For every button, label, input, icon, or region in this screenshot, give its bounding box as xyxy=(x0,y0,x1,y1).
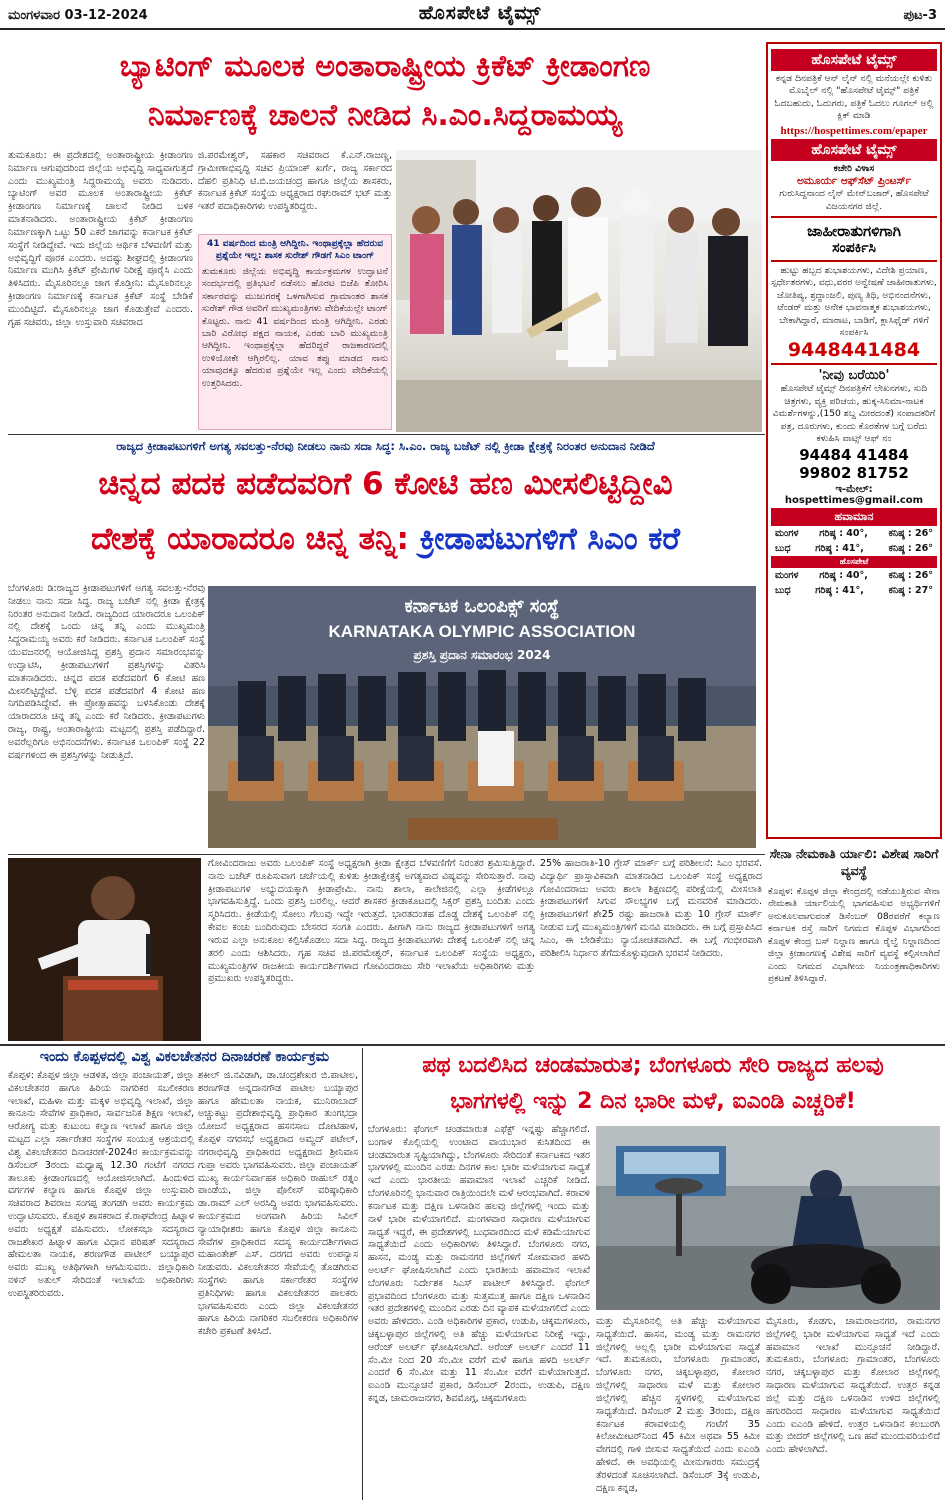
cricket-photo xyxy=(396,150,762,432)
issue-date: ಮಂಗಳವಾರ 03-12-2024 xyxy=(8,8,148,23)
write-to-us-body: ಹೊಸಪೇಟೆ ಟೈಮ್ಸ್ ದಿನಪತ್ರಿಕೆಗೆ ಲೇಖನಗಳು, ಸುದಿ ಚಿತ್ರಗಳು, ವ್ಯಕ್ತಿ ಪರಿಚಯ, ಹುಕ್ಕ-ಸಿನಿಮಾ-ನಾಟಕ ವಿಮರ್ಶೆಗಳನ್ನು,(150 ಶಬ್ದ ಮೀರದಂತೆ) ಸಂಪಾದಕರಿಗೆ ಪತ್ರ, ದೂರುಗಳು, ಕುಂದು ಕೊರತೆಗಳ ಬಗ್ಗೆ ಬರೆದು ಕಳುಹಿಸಿ ವಾಟ್ಸ್ ಆಫ್ ನಂ xyxy=(772,383,936,445)
story4-column-1: ಬೆಂಗಳೂರು: ಫೆಂಗಲ್ ಚಂಡಮಾರುತ ಎಫೆಕ್ಟ್ ಇನ್ನಷ್ಟು ಹೆಚ್ಚಾಗಲಿದೆ. ಬಂಗಾಳ ಕೊಲ್ಲಿಯಲ್ಲಿ ಉಂಟಾದ ವಾಯುಭಾರ ಕುಸಿತದಿಂದ ಈ ಚಂಡಮಾರುತ ಸೃಷ್ಟಿಯಾಗಿದ್ದು, ಬೆಂಗಳೂರು ಸೇರಿದಂತೆ ಕರ್ನಾಟಕದ ಇತರ ಭಾಗಗಳಲ್ಲಿ ಮುಂದಿನ ಎರಡು ದಿನಗಳ ಕಾಲ ಭಾರೀ ಮಳೆಯಾಗುವ ಸಾಧ್ಯತೆ ಇದೆ ಎಂದು ಭಾರತೀಯ ಹವಾಮಾನ ಇಲಾಖೆ ಎಚ್ಚರಿಕೆ ನೀಡಿದೆ. ಬೆಂಗಳೂರಿನಲ್ಲಿ ಭಾನುವಾರ ರಾತ್ರಿಯಿಂದಲೇ ಮಳೆ ಆರಂಭವಾಗಿದೆ. ಕರಾವಳಿ ಕರ್ನಾಟಕ ಮತ್ತು ದಕ್ಷಿಣ ಒಳನಾಡಿನ ಹಲವು ಜಿಲ್ಲೆಗಳಲ್ಲಿ ಇಂದು ಮತ್ತು ನಾಳೆ ಭಾರೀ ಮಳೆಯಾಗಲಿದೆ. ಮಂಗಳವಾರ ಸಾಧಾರಣ ಮಳೆಯಾಗುವ ಸಾಧ್ಯತೆ ಇದ್ದರೆ, ಈ ಪ್ರದೇಶಗಳಲ್ಲಿ ಬುಧವಾರದಿಂದ ಮಳೆ ಕಡಿಮೆಯಾಗುವ ಸಾಧ್ಯತೆಯಿದೆ ಎಂದು ಅಧಿಕಾರಿಗಳು ತಿಳಿಸಿದ್ದಾರೆ. ಬೆಂಗಳೂರು ನಗರ, ಹಾಸನ, ಮಂಡ್ಯ ಮತ್ತು ರಾಮನಗರ ಜಿಲ್ಲೆಗಳಿಗೆ ಸೋಮವಾರ ಹಳದಿ ಅಲರ್ಟ್ ಘೋಷಿಸಲಾಗಿದೆ ಎಂದು ಭಾರತೀಯ ಹವಾಮಾನ ಇಲಾಖೆ ಬೆಂಗಳೂರು ನಿರ್ದೇಶಕ ಸಿಎಸ್ ಪಾಟೀಲ್ ತಿಳಿಸಿದ್ದಾರೆ. ಫೆಂಗಲ್ ಪ್ರಭಾವದಿಂದ ಬೆಂಗಳೂರು ಮತ್ತು ಸುತ್ತಮುತ್ತ ಹಾಗೂ ದಕ್ಷಿಣ ಒಳನಾಡಿನ ಇತರ ಪ್ರದೇಶಗಳಲ್ಲಿ ಮುಂದಿನ ಎರಡು ದಿನ ವ್ಯಾಪಕ ಮಳೆಯಾಗಲಿದೆ ಎಂದು ಅವರು ಹೇಳಿದರು. ಎಂಡಿ ಅಧಿಕಾರಿಗಳ ಪ್ರಕಾರ, ಉಡುಪಿ, ಚಿಕ್ಕಮಗಳೂರು, ಚಿಕ್ಕಬಳ್ಳಾಪುರ ಜಿಲ್ಲೆಗಳಲ್ಲಿ ಅತಿ ಹೆಚ್ಚು ಮಳೆಯಾಗುವ ನಿರೀಕ್ಷೆ ಇದ್ದು, ಆರೆಂಜ್ ಅಲರ್ಟ್ ಘೋಷಿಸಲಾಗಿದೆ. ಅರೆಂಜ್ ಅಲರ್ಟ್ ಎಂದರೆ 11 ಸೆಂ.ಮೀ ನಿಂದ 20 ಸೆಂ.ಮೀ ವರೆಗೆ ಮಳೆ ಹಾಗೂ ಹಳದಿ ಅಲರ್ಟ್ ಎಂದರೆ 6 ಸೆಂ.ಮೀ ಮತ್ತು 11 ಸೆಂ.ಮೀ ವರೆಗೆ ಮಳೆಯಾಗುತ್ತದೆ. ಐಎಂಡಿ ಮುನ್ಸೂಚನೆ ಪ್ರಕಾರ, ಡಿಸೆಂಬರ್ 2ರಂದು, ಉಡುಪಿ, ದಕ್ಷಿಣ ಕನ್ನಡ, ಚಾಮರಾಜನಗರ, ಶಿವಮೊಗ್ಗ, ಚಿಕ್ಕಮಗಳೂರು xyxy=(368,1124,590,1405)
story3-column-1: ಕೊಪ್ಪಳ: ಕೊಪ್ಪಳ ಜಿಲ್ಲಾ ಆಡಳಿತ, ಜಿಲ್ಲಾ ಪಂಚಾಯತ್, ಜಿಲ್ಲಾ ವಿಕಲಚೇತನರ ಹಾಗೂ ಹಿರಿಯ ನಾಗರಿಕರ ಸಬಲೀಕರಣ ಇಲಾಖೆ, ಮಹಿಳಾ ಮತ್ತು ಮಕ್ಕಳ ಅಭಿವೃದ್ಧಿ ಇಲಾಖೆ, ಜಿಲ್ಲಾ ಕಾನೂನು ಸೇವೆಗಳ ಪ್ರಾಧಿಕಾರ, ಸಾರ್ವಜನಿಕ ಶಿಕ್ಷಣ ಇಲಾಖೆ, ಆರೋಗ್ಯ ಮತ್ತು ಕುಟುಂಬ ಕಲ್ಯಾಣ ಇಲಾಖೆ ಹಾಗೂ ಜಿಲ್ಲಾ ಮಟ್ಟದ ಎಲ್ಲಾ ಸರ್ಕಾರೇತರ ಸಂಸ್ಥೆಗಳ ಸಂಯುಕ್ತ ಆಶ್ರಯದಲ್ಲಿ ವಿಶ್ವ ವಿಕಲಚೇತನರ ದಿನಾಚರಣೆ-2024ರ ಕಾರ್ಯಕ್ರಮವನ್ನು ಡಿಸೆಂಬರ್ 3ರಂದು ಮಧ್ಯಾಹ್ನ 12.30 ಗಂಟೆಗೆ ನಗರದ ತಾಲೂಕು ಕ್ರೀಡಾಂಗಣದಲ್ಲಿ ಆಯೋಜಿಸಲಾಗಿದೆ. ಹಿಂದುಳಿದ ವರ್ಗಗಳ ಕಲ್ಯಾಣ ಹಾಗೂ ಕೊಪ್ಪಳ ಜಿಲ್ಲಾ ಉಸ್ತುವಾರಿ ಸಚಿವರಾದ ಶಿವರಾಜ ಸಂಗಪ್ಪ ತಂಗಡಗಿ ಅವರು ಕಾರ್ಯಕ್ರಮ ಉದ್ಘಾಟಿಸುವರು. ಕೊಪ್ಪಳ ಶಾಸಕರಾದ ಕೆ.ರಾಘವೇಂದ್ರ ಹಿಟ್ನಾಳ ಅವರು ಅಧ್ಯಕ್ಷತೆ ವಹಿಸುವರು. ಲೋಕಸಭಾ ಸದಸ್ಯರಾದ ರಾಜಶೇಖರ ಹಿಟ್ನಾಳ ಹಾಗೂ ವಿಧಾನ ಪರಿಷತ್ ಸದಸ್ಯರಾದ ಹೇಮಲತಾ ನಾಯಕ, ಶರಣಗೌಡ ಪಾಟೀಲ್ ಬಯ್ಯಾಪುರ ಅವರು ಮುಖ್ಯ ಅತಿಥಿಗಳಾಗಿ ಆಗಮಿಸುವರು. ಜಿಲ್ಲಾಧಿಕಾರಿ ನಳಿನ್ ಅತುಲ್ ಸೇರಿದಂತೆ ಇಲಾಖೆಯ ಅಧಿಕಾರಿಗಳು ಉಪಸ್ಥಿತರಿರುವರು. xyxy=(8,1070,194,1299)
masthead: ಹೊಸಪೇಟೆ ಟೈಮ್ಸ್ xyxy=(418,2,542,24)
sidebar xyxy=(766,42,942,839)
whatsapp-phone-1: 94484 41484 xyxy=(799,445,909,464)
weather-day: ಬುಧ xyxy=(775,584,791,596)
story2-headline-2a: ದೇಶಕ್ಕೆ ಯಾರಾದರೂ ಚಿನ್ನ ತನ್ನಿ: xyxy=(90,521,420,557)
ads-list: ಹುಟ್ಟು ಹಬ್ಬದ ಶುಭಾಶಯಗಳು, ವಿದೇಶಿ ಪ್ರಯಾಣ, ಸ್ಪರ್ಧೇತರಗಳು, ವಧು,ವರರ ಅನ್ವೇಷಣೆ ಜಾಹೀರಾತುಗಳು, ಜೋತಿಷ್ಯ, ಶ್ರದ್ಧಾಂಜಲಿ, ಪುಣ್ಯ ತಿಥಿ, ಅಭಿನಂದನೆಗಳು, ಟೆಂಡರ್ ಮತ್ತು ಅನೇಕ ಭಾವನಾತ್ಮಕ ಶುಭಾಶಯಗಳು, ಬೇಕಾಗಿದ್ದಾರೆ, ಮಾರಾಟ, ಬಾಡಿಗೆ, ಕ್ಲಾಸಿಫೈಡ್ ಗಳಿಗೆ ಸಂಪರ್ಕಿಸಿ xyxy=(771,264,937,339)
story4-headline-2: ಭಾಗಗಳಲ್ಲಿ ಇನ್ನು 2 ದಿನ ಭಾರೀ ಮಳೆ, ಐಎಂಡಿ ಎಚ್ಚರಿಕೆ! xyxy=(450,1089,856,1114)
weather-row xyxy=(771,568,937,583)
story2-headline-1: ಚಿನ್ನದ ಪದಕ ಪಡೆದವರಿಗೆ 6 ಕೋಟಿ ಹಣ ಮೀಸಲಿಟ್ಟಿದ್ದೀವಿ xyxy=(98,466,673,502)
story2-column-1: ಬೆಂಗಳೂರು ಡಿ:ರಾಜ್ಯದ ಕ್ರೀಡಾಪಟುಗಳಿಗೆ ಅಗತ್ಯ ಸವಲತ್ತು-ನೆರವು ನೀಡಲು ನಾನು ಸದಾ ಸಿದ್ಧ. ರಾಜ್ಯ ಬಜೆಟ್ ನಲ್ಲಿ ಕ್ರೀಡಾ ಕ್ಷೇತ್ರಕ್ಕೆ ನಿರಂತರ ಅನುದಾನ ನೀಡಿದೆ. ರಾಜ್ಯದಿಂದ ಯಾರಾದರೂ ಒಲಂಪಿಕ್ ನಲ್ಲಿ ದೇಶಕ್ಕೆ ಒಂದು ಚಿನ್ನ ತನ್ನಿ ಎಂದು ಮುಖ್ಯಮಂತ್ರಿ ಸಿದ್ದರಾಮಯ್ಯ ಅವರು ಕರೆ ನೀಡಿದರು. ಕರ್ನಾಟಕ ಒಲಂಪಿಕ್ ಸಂಸ್ಥೆ ಯುವಜನರಲ್ಲಿ ಆಯೋಜಿಸಿದ್ದ ಪ್ರಶಸ್ತಿ ಪ್ರದಾನ ಸಮಾರಂಭವನ್ನು ಉದ್ಘಾಟಿಸಿ, ಕ್ರೀಡಾಪಟುಗಳಿಗೆ ಪ್ರಶಸ್ತಿಗಳನ್ನು ವಿತರಿಸಿ ಮಾತನಾಡಿದರು. ಚಿನ್ನದ ಪದಕ ಪಡೆದವರಿಗೆ 6 ಕೋಟಿ ಹಣ ಮೀಸಲಿಟ್ಟಿದ್ದೇವೆ. ಬೆಳ್ಳಿ ಪದಕ ಪಡೆದವರಿಗೆ 4 ಕೋಟಿ ಹಣ ನಿಗದಿಪಡಿಸಿದ್ದೇವೆ. ಈ ಪ್ರೋತ್ಸಾಹವನ್ನು ಬಳಸಿಕೊಂಡು ದೇಶಕ್ಕೆ ಯಾರಾದರೂ ಚಿನ್ನ ತನ್ನಿ ಎಂದು ಕರೆ ನೀಡಿದರು. ಕ್ರೀಡಾಪಟುಗಳು ರಾಜ್ಯ, ರಾಷ್ಟ್ರ, ಅಂತಾರಾಷ್ಟ್ರೀಯ ಮಟ್ಟದಲ್ಲಿ ಪ್ರಶಸ್ತಿ ಪಡೆದಿದ್ದಾರೆ. ಅವರೆಲ್ಲರಿಗೂ ಅಭಿನಂದನೆಗಳು. ಕರ್ನಾಟಕ ಒಲಂಪಿಕ್ ಸಂಸ್ಥೆ 22 ವರ್ಷಗಳಿಂದ ಈ ಪ್ರಶಸ್ತಿಗಳನ್ನು ನೀಡುತ್ತಿದೆ. xyxy=(8,583,205,761)
olympic-banner-english: KARNATAKA OLYMPIC ASSOCIATION xyxy=(328,622,636,641)
weather-max: ಗರಿಷ್ಠ : 41°, xyxy=(815,584,864,596)
weather-day: ಬುಧ xyxy=(775,542,791,554)
sidebar-epaper-text: ಕನ್ನಡ ದಿನಪತ್ರಿಕೆ ಆನ್ ಲೈನ್ ನಲ್ಲಿ ಮನೆಯಲ್ಲೇ ಕುಳಿತು ಮೊಬೈಲ್ ನಲ್ಲಿ "ಹೊಸಪೇಟೆ ಟೈಮ್ಸ್" ಪತ್ರಿಕೆ ಓದಬಹುದು, ಓದುಗರು, ಪತ್ರಿಕೆ ಓದಲು ಗೂಗಲ್ ಅಲ್ಲಿ ಕ್ಲಿಕ್ ಮಾಡಿ xyxy=(774,73,934,122)
press-name: ಅಮೂರ್ಯ ಆಫ್‌ಸೆಟ್ ಪ್ರಿಂಟರ್ಸ್ xyxy=(796,175,912,188)
story1-column-2: ಜಿ.ಪರಮೇಶ್ವರ್, ಸಹಕಾರ ಸಚಿವರಾದ ಕೆ.ಎನ್.ರಾಜಣ್ಣ, ಗ್ರಾಮೀಣಾಭಿವೃದ್ಧಿ ಸಚಿವ ಪ್ರಿಯಾಂಕ್ ಖರ್ಗೆ, ರಾಜ್ಯ ಸರ್ಕಾರದ ದೆಹಲಿ ಪ್ರತಿನಿಧಿ ಟಿ.ಬಿ.ಜಯಚಂದ್ರ ಹಾಗೂ ಜಿಲ್ಲೆಯ ಶಾಸಕರು, ಕರ್ನಾಟಕ ಕ್ರಿಕೆಟ್ ಸಂಸ್ಥೆಯ ಅಧ್ಯಕ್ಷರಾದ ರಘುರಾಮ್ ಭಟ್ ಮತ್ತು ಇತರೆ ಪದಾಧಿಕಾರಿಗಳು ಉಪಸ್ಥಿತರಿದ್ದರು. xyxy=(198,150,392,213)
weather-min: ಕನಿಷ್ಠ : 26° xyxy=(888,527,933,539)
weather-day: ಮಂಗಳ xyxy=(775,569,799,581)
story1-column-1: ತುಮಕೂರು: ಈ ಪ್ರದೇಶದಲ್ಲಿ ಅಂತಾರಾಷ್ಟ್ರೀಯ ಕ್ರೀಡಾಂಗಣ ನಿರ್ಮಾಣ ಆಗುವುದರಿಂದ ಜಿಲ್ಲೆಯ ಅಭಿವೃದ್ಧಿ ಸಾಧ್ಯವಾಗುತ್ತದೆ ಎಂದು ಮುಖ್ಯಮಂತ್ರಿ ಸಿದ್ದರಾಮಯ್ಯ ಅವರು ನುಡಿದರು. ಬ್ಯಾಟಿಂಗ್ ಅವರ ಮೂಲಕ ಅಂತಾರಾಷ್ಟ್ರೀಯ ಕ್ರಿಕೆಟ್ ಕ್ರೀಡಾಂಗಣ ನಿರ್ಮಾಣಕ್ಕೆ ಚಾಲನೆ ನೀಡಿದ ಬಳಿಕ ಮಾತನಾಡಿದರು. ಅಂತಾರಾಷ್ಟ್ರೀಯ ಕ್ರಿಕೆಟ್ ಕ್ರೀಡಾಂಗಣ ನಿರ್ಮಾಣಕ್ಕಾಗಿ ಒಟ್ಟು 50 ಎಕರೆ ಜಾಗವನ್ನು ಕರ್ನಾಟಕ ಕ್ರಿಕೆಟ್ ಸಂಸ್ಥೆಗೆ ನೀಡಿದ್ದೇವೆ. ಇದು ಜಿಲ್ಲೆಯ ಆರ್ಥಿಕ ಬೆಳವಣಿಗೆ ಮತ್ತು ಅಭಿವೃದ್ಧಿಗೆ ಪೂರಕ ಎಂದರು. ಅದಷ್ಟು ಶೀಘ್ರದಲ್ಲಿ ಕ್ರೀಡಾಂಗಣ ನಿರ್ಮಾಣ ಮುಗಿಸಿ ಕ್ರಿಕೆಟ್ ಪ್ರೇಮಿಗಳ ನಿರೀಕ್ಷೆ ಪೂರೈಸಿ ಎಂದು ತಿಳಿಸಿದರು. ಮೈಸೂರಿನಲ್ಲೂ ಜಾಗ ಕೊಡ್ತೀನಿ: ಮೈಸೂರಿನಲ್ಲೂ ಕ್ರೀಡಾಂಗಣ ನಿರ್ಮಾಣಕ್ಕೆ ಕರ್ನಾಟಕ ಕ್ರಿಕೆಟ್ ಸಂಸ್ಥೆ ಬೇಡಿಕೆ ಮುಂದಿಟ್ಟಿದೆ. ಮೈಸೂರಿನಲ್ಲೂ ಜಾಗ ಕೊಡುತ್ತೇವೆ ಎಂದರು. ಗೃಹ ಸಚಿವರು, ಜಿಲ್ಲಾ ಉಸ್ತುವಾರಿ ಸಚಿವರಾದ xyxy=(8,150,193,328)
story1-box-body: ತುಮಕೂರು ಜಿಲ್ಲೆಯ ಅಭಿವೃದ್ಧಿ ಕಾರ್ಯಕ್ರಮಗಳ ಉದ್ಘಾಟನೆ ಸಂದರ್ಭದಲ್ಲಿ ಪ್ರತಿಭಟನೆ ನಡೆಸಲು ಹೊರಟ ಬಿಜೆಪಿ ತೋರಿಸಿ ಸರ್ಕಾರವನ್ನು ಮುಜುಗರಕ್ಕೆ ಒಳಗಾಗಿಸುವ ಗ್ರಾಮಾಂತರ ಶಾಸಕ ಸುರೇಶ್ ಗೌಡ ಅವರಿಗೆ ಮುಖ್ಯಮಂತ್ರಿಗಳು ವೇದಿಕೆಯಲ್ಲೇ ಟಾಂಗ್ ಕೊಟ್ಟರು. ನಾನು 41 ವರ್ಷದಿಂದ ಮಂತ್ರಿ ಆಗಿದ್ದೀನಿ. ಎರಡು ಬಾರಿ ವಿರೋಧ ಪಕ್ಷದ ನಾಯಕ, ಎರಡು ಬಾರಿ ಮುಖ್ಯಮಂತ್ರಿ ಆಗಿದ್ದೀನಿ. ಇಂಥಾಪ್ರಕ್ಕೆಲ್ಲಾ ಹೆದರಿದ್ದರೆ ರಾಜಕಾರಣದಲ್ಲಿ ಉಳಿಯೋಕೇ ಆಗ್ತಿರಲಿಲ್ಲ. ಯಾವ ತಪ್ಪು ಮಾಡದ ನಾನು ಯಾವುದಕ್ಕೂ ಹೆದರುವ ಪ್ರಶ್ನೆಯೇ ಇಲ್ಲ ಎಂದು ವೇದಿಕೆಯಲ್ಲಿ ಉತ್ತರಿಸಿದರು. xyxy=(202,265,388,389)
weather-min: ಕನಿಷ್ಠ : 26° xyxy=(888,542,933,554)
olympic-association-photo xyxy=(208,586,756,848)
office-label: ಕಚೇರಿ ವಿಳಾಸ xyxy=(833,162,875,174)
story1-headline-1: ಬ್ಯಾಟಿಂಗ್ ಮೂಲಕ ಅಂತಾರಾಷ್ಟ್ರೀಯ ಕ್ರಿಕೆಟ್ ಕ್ರೀಡಾಂಗಣ xyxy=(119,49,651,84)
story1-sidebar-box xyxy=(198,234,392,430)
story3-column-2: ಶಕೀಲ್ ಜಿ.ನವಿಡಾಗಿ, ಡಾ.ಚಂದ್ರಶೇಖರ ಬಿ.ಪಾಟೀಲ, ಶರಣಗೌಡ ಅನ್ನದಾನಗೌಡ ಪಾಟೀಲ ಬಯ್ಯಾಪುರ ಹಾಗೂ ಹೇಮಲತಾ ನಾಯಕ, ಮುನಿರಾಬಾದ್ ಅಚ್ಚುಕಟ್ಟು ಪ್ರದೇಶಾಭಿವೃದ್ಧಿ ಪ್ರಾಧಿಕಾರ ತುಂಗಭದ್ರಾ ಯೋಜನೆ ಅಧ್ಯಕ್ಷರಾದ ಹಸನಸಾಬ ದೋಟಿಹಾಳ, ಕೊಪ್ಪಳ ನಗರಸಭೆ ಅಧ್ಯಕ್ಷರಾದ ಅಮ್ಜದ್ ಪಟೇಲ್, ನಗರಾಭಿವೃದ್ಧಿ ಪ್ರಾಧಿಕಾರದ ಅಧ್ಯಕ್ಷರಾದ ಶ್ರೀನಿವಾಸ ಗುಪ್ತಾ ಅವರು ಭಾಗವಹಿಸುವರು. ಜಿಲ್ಲಾ ಪಂಚಾಯತ್ ಮುಖ್ಯ ಕಾರ್ಯನಿರ್ವಾಹಕ ಅಧಿಕಾರಿ ರಾಹುಲ್ ರತ್ನಂ ಪಾಂಡೆಯ, ಜಿಲ್ಲಾ ಪೊಲೀಸ್ ವರಿಷ್ಠಾಧಿಕಾರಿ ಡಾ.ರಾಮ್ ಎಲ್ ಅರಸಿದ್ದಿ ಅವರು ಭಾಗವಹಿಸುವರು. ಕಾರ್ಯಕ್ರಮದ ಅಂಗವಾಗಿ ಹಿರಿಯ ಸಿವಿಲ್ ನ್ಯಾಯಾಧೀಶರು ಹಾಗೂ ಕೊಪ್ಪಳ ಜಿಲ್ಲಾ ಕಾನೂನು ಸೇವೆಗಳ ಪ್ರಾಧಿಕಾರದ ಸದಸ್ಯ ಕಾರ್ಯದರ್ಶಿಗಳಾದ ಮಹಾಂತೇಶ್ ಎಸ್. ದರಗದ ಅವರು ಉಪನ್ಯಾಸ ನೀಡುವರು. ವಿಕಲಚೇತನರ ಸೇವೆಯಲ್ಲಿ ತೊಡಗಿರುವ ಸಂಸ್ಥೆಗಳು ಹಾಗೂ ಸರ್ಕಾರೇತರ ಸಂಸ್ಥೆಗಳ ಪ್ರತಿನಿಧಿಗಳು ಹಾಗೂ ವಿಕಲಚೇತನರ ಪಾಲಕರು ಭಾಗವಹಿಸುವರು ಎಂದು ಜಿಲ್ಲಾ ವಿಕಲಚೇತನರ ಹಾಗೂ ಹಿರಿಯ ನಾಗರಿಕರ ಸಬಲೀಕರಣ ಅಧಿಕಾರಿಗಳ ಕಚೇರಿ ಪ್ರಕಟಣೆ ತಿಳಿಸಿದೆ. xyxy=(198,1070,358,1338)
rain-scooter-photo xyxy=(596,1126,940,1310)
sidebar-badge-2: ಹೊಸಪೇಟೆ ಟೈಮ್ಸ್ xyxy=(771,139,937,161)
cm-speaking-photo xyxy=(8,858,201,1041)
ads-heading xyxy=(771,216,937,262)
weather-row xyxy=(771,541,937,556)
story1-headline-2: ನಿರ್ಮಾಣಕ್ಕೆ ಚಾಲನೆ ನೀಡಿದ ಸಿ.ಎಂ.ಸಿದ್ದರಾಮಯ್ಯ xyxy=(147,98,623,133)
whatsapp-phone-2: 99802 81752 xyxy=(799,463,909,482)
story2-lower-column-1: ಗೋವಿಂದರಾಜು ಅವರು ಒಲಂಪಿಕ್ ಸಂಸ್ಥೆ ಅಧ್ಯಕ್ಷರಾಗಿ ಕ್ರೀಡಾ ಕ್ಷೇತ್ರದ ಬೆಳವಣಿಗೆಗೆ ನಿರಂತರ ಶ್ರಮಿಸುತ್ತಿದ್ದಾರೆ. ನಾನು ಬಜೆಟ್ ರೂಪಿಸುವಾಗ ಚರ್ಚೆಯಲ್ಲಿ ಕುಳಿತು ಕ್ರೀಡಾಕ್ಷೇತ್ರಕ್ಕೆ ಅಗತ್ಯವಾದ ವಿಷ್ಯವನ್ನು ಸೇರಿಸುತ್ತಾರೆ. ನಾವು ಕ್ರೀಡಾಪಟುಗಳ ಅಭ್ಯುದಯಕ್ಕಾಗಿ ಕ್ರೀಡಾಪ್ರೇಮಿ. ನಾನು ಶಾಲಾ, ಕಾಲೇಜಿನಲ್ಲಿ ಎಲ್ಲಾ ಕ್ರೀಡೆಗಳಲ್ಲೂ ಭಾಗವಹಿಸುತ್ತಿದ್ದೆ. ಒಂದು ಪ್ರಶಸ್ತಿ ಬರಲಿಲ್ಲ. ಆದರೆ ಶಾಸಕರ ಕ್ರೀಡಾಕೂಟದಲ್ಲಿ ಸಿಕ್ಸರ್ ಪ್ರಶಸ್ತಿ ಬಂದಿತು ಎಂದು ಸ್ಮರಿಸಿದರು. ಕ್ರೀಡೆಯಲ್ಲಿ ಸೋಲು ಗೆಲುವು ಇದ್ದೇ ಇರುತ್ತದೆ. ಭಾರತದಂತಹ ದೊಡ್ಡ ದೇಶಕ್ಕೆ ಒಲಂಪಿಕ್ ನಲ್ಲಿ ಕೇವಲ ಕಂಚು ಬಂದಿರುವುದು ಬೇಸರದ ಸಂಗತಿ ಎಂದರು. ಹೀಗಾಗಿ ನಾನು ರಾಜ್ಯದ ಕ್ರೀಡಾಪಟುಗಳಿಗೆ ಅಗತ್ಯ ಇರುವ ಎಲ್ಲಾ ಅನುಕೂಲ ಕಲ್ಪಿಸಿಕೊಡಲು ಸದಾ ಸಿದ್ಧ. ರಾಜ್ಯದ ಕ್ರೀಡಾಪಟುಗಳು ದೇಶಕ್ಕೆ ಒಲಂಪಿಕ್ ನಲ್ಲಿ ಚಿನ್ನ ತರಲಿ ಎಂದು ಆಶಿಸಿದರು. ಗೃಹ ಸಚಿವ ಜಿ.ಪರಮೇಶ್ವರ್, ಕರ್ನಾಟಕ ಒಲಂಪಿಕ್ ಸಂಸ್ಥೆಯ ಅಧ್ಯಕ್ಷರು, ಮುಖ್ಯಮಂತ್ರಿಗಳ ರಾಜಕೀಯ ಕಾರ್ಯದರ್ಶಿಗಳಾದ ಗೋವಿಂದರಾಜು ಸೇರಿ ಇಲಾಖೆಯ ಅಧಿಕಾರಿಗಳು ಮತ್ತು ಪ್ರಮುಖರು ಉಪಸ್ಥಿತರಿದ್ದರು. xyxy=(208,858,535,985)
story2-headline-2b: ಕ್ರೀಡಾಪಟುಗಳಿಗೆ ಸಿಎಂ ಕರೆ xyxy=(419,521,681,557)
story4-column-3: ಮೈಸೂರು, ಕೊಡಗು, ಚಾಮರಾಜನಗರ, ರಾಮನಗರ ಜಿಲ್ಲೆಗಳಲ್ಲಿ ಭಾರೀ ಮಳೆಯಾಗುವ ಸಾಧ್ಯತೆ ಇದೆ ಎಂದು ಹವಾಮಾನ ಇಲಾಖೆ ಮುನ್ಸೂಚನೆ ನೀಡಿದ್ದಾರೆ. ತುಮಕೂರು, ಬೆಂಗಳೂರು ಗ್ರಾಮಾಂತರ, ಬೆಂಗಳೂರು ನಗರ, ಚಿಕ್ಕಬಳ್ಳಾಪುರ ಮತ್ತು ಕೋಲಾರ ಜಿಲ್ಲೆಗಳಲ್ಲಿ ಸಾಧಾರಣ ಮಳೆಯಾಗುವ ಸಾಧ್ಯತೆಯಿದೆ. ಉತ್ತರ ಕನ್ನಡ ಜಿಲ್ಲೆ ಮತ್ತು ದಕ್ಷಿಣ ಒಳನಾಡಿನ ಉಳಿದ ಜಿಲ್ಲೆಗಳಲ್ಲಿ ಹಗುರದಿಂದ ಸಾಧಾರಣ ಮಳೆಯಾಗುವ ಸಾಧ್ಯತೆಯಿದೆ ಎಂದು ಐಎಂಡಿ ಹೇಳಿದೆ. ಉತ್ತರ ಒಳನಾಡಿನ ಕಲಬುರಗಿ ಮತ್ತು ಬೀದರ್ ಜಿಲ್ಲೆಗಳಲ್ಲಿ ಒಣ ಹವೆ ಮುಂದುವರಿಯಲಿದೆ ಎಂದು ಹೇಳಲಾಗಿದೆ. xyxy=(766,1316,940,1456)
weather-row xyxy=(771,583,937,598)
side-story-body: ಕೊಪ್ಪಳ: ಕೊಪ್ಪಳ ಜಿಲ್ಲಾ ಕೇಂದ್ರದಲ್ಲಿ ನಡೆಯುತ್ತಿರುವ ಸೇನಾ ನೇಮಕಾತಿ ರ್ಯಾಲಿಯಲ್ಲಿ ಭಾಗವಹಿಸುವ ಅಭ್ಯರ್ಥಿಗಳಿಗೆ ಅನುಕೂಲವಾಗುವಂತೆ ಡಿಸೆಂಬರ್ 08ರವರೆಗೆ ಕಲ್ಯಾಣ ಕರ್ನಾಟಕ ರಸ್ತೆ ಸಾರಿಗೆ ನಿಗಮದ ಕೊಪ್ಪಳ ವಿಭಾಗದಿಂದ ಕೊಪ್ಪಳ ಕೇಂದ್ರ ಬಸ್ ನಿಲ್ದಾಣ ಹಾಗೂ ರೈಲ್ವೆ ನಿಲ್ದಾಣದಿಂದ ಜಿಲ್ಲಾ ಕ್ರೀಡಾಂಗಣಕ್ಕೆ ವಿಶೇಷ ಸಾರಿಗೆ ವ್ಯವಸ್ಥೆ ಕಲ್ಪಿಸಲಾಗಿದೆ ಎಂದು ನಿಗಮದ ವಿಭಾಗೀಯ ನಿಯಂತ್ರಣಾಧಿಕಾರಿಗಳು ಪ್ರಕಟಣೆ ತಿಳಿಸಿದ್ದಾರೆ. xyxy=(768,886,940,984)
epaper-link[interactable]: https://hospettimes.com/epaper xyxy=(780,124,928,137)
story2-headline-2 xyxy=(8,520,763,559)
story3-headline: ಇಂದು ಕೊಪ್ಪಳದಲ್ಲಿ ವಿಶ್ವ ವಿಕಲಚೇತನರ ದಿನಾಚರಣೆ ಕಾರ್ಯಕ್ರಮ xyxy=(39,1049,330,1065)
olympic-banner-kannada: ಕರ್ನಾಟಕ ಒಲಂಪಿಕ್ಸ್ ಸಂಸ್ಥೆ xyxy=(404,596,560,617)
page-number: ಪುಟ-3 xyxy=(903,8,937,23)
weather-min: ಕನಿಷ್ಠ : 27° xyxy=(888,584,933,596)
office-address: ಗುರುಸಿದ್ದನಾಂದ ಲೈನ್ ಮೇನ್‌ಬಜಾರ್, ಹೊಸಪೇಟೆ ವಿಜಯನಗರ ಜಿಲ್ಲೆ. xyxy=(779,188,929,212)
weather-max: ಗರಿಷ್ಠ : 41°, xyxy=(815,542,864,554)
ads-phone: 9448441484 xyxy=(787,339,921,362)
weather-row xyxy=(771,526,937,541)
story4-column-2: ಮತ್ತು ಮೈಸೂರಿನಲ್ಲಿ ಅತಿ ಹೆಚ್ಚು ಮಳೆಯಾಗುವ ಸಾಧ್ಯತೆಯಿದೆ. ಹಾಸನ, ಮಂಡ್ಯ ಮತ್ತು ರಾಮನಗರ ಜಿಲ್ಲೆಗಳಲ್ಲಿ ಅಲ್ಲಲ್ಲಿ ಭಾರೀ ಮಳೆಯಾಗುವ ಸಾಧ್ಯತೆ ಇದೆ. ತುಮಕೂರು, ಬೆಂಗಳೂರು ಗ್ರಾಮಾಂತರ, ಬೆಂಗಳೂರು ನಗರ, ಚಿಕ್ಕಬಳ್ಳಾಪುರ, ಕೋಲಾರ ಜಿಲ್ಲೆಗಳಲ್ಲಿ ಸಾಧಾರಣ ಮಳೆ ಮತ್ತು ಕೋಲಾರ ಜಿಲ್ಲೆಗಳಲ್ಲಿ ಹೆಚ್ಚಿನ ಸ್ಥಳಗಳಲ್ಲಿ ಮಳೆಯಾಗುವ ಸಾಧ್ಯತೆಯಿದೆ. ಡಿಸೆಂಬರ್ 2 ಮತ್ತು 3ರಂದು, ದಕ್ಷಿಣ ಕರ್ನಾಟಕ ಕರಾವಳಿಯಲ್ಲಿ ಗಂಟೆಗೆ 35 ಕಿಲೋಮೀಟರ್‌ನಿಂದ 45 ಕಿಮೀ ಅಥವಾ 55 ಕಿಮೀ ವೇಗದಲ್ಲಿ ಗಾಳಿ ಬೀಸುವ ಸಾಧ್ಯತೆಯಿದೆ ಎಂದು ಐಎಂಡಿ ಹೇಳಿದೆ. ಈ ಅವಧಿಯಲ್ಲಿ ಮೀನುಗಾರರು ಸಮುದ್ರಕ್ಕೆ ತೆರಳದಂತೆ ಸೂಚಿಸಲಾಗಿದೆ. ಡಿಸೆಂಬರ್ 3ಕ್ಕೆ ಉಡುಪಿ, ದಕ್ಷಿಣ ಕನ್ನಡ, xyxy=(596,1316,760,1494)
write-to-us-title: 'ನೀವು ಬರೆಯಿರಿ' xyxy=(771,363,937,383)
story1-box-title: 41 ವರ್ಷದಿಂದ ಮಂತ್ರಿ ಆಗಿದ್ದೀನಿ. ಇಂಥಾಪ್ರಕ್ಕೆಲ್ಲಾ ಹೆದರುವ ಪ್ರಶ್ನೆಯೇ ಇಲ್ಲ: ಶಾಸಕ ಸುರೇಶ್ ಗೌಡಗೆ ಸಿಎಂ ಟಾಂಗ್ xyxy=(206,238,384,262)
olympic-banner-sub: ಪ್ರಶಸ್ತಿ ಪ್ರದಾನ ಸಮಾರಂಭ 2024 xyxy=(413,648,551,662)
ads-heading-2: ಸಂಪರ್ಕಿಸಿ xyxy=(832,239,876,256)
email[interactable]: ಇ-ಮೇಲ್: hospettimes@gmail.com xyxy=(784,483,924,506)
weather-subtitle: ಹೊಸಪೇಟೆ xyxy=(771,556,937,568)
weather-day: ಮಂಗಳ xyxy=(775,527,799,539)
weather-min: ಕನಿಷ್ಠ : 26° xyxy=(888,569,933,581)
sidebar-badge-1: ಹೊಸಪೇಟೆ ಟೈಮ್ಸ್ xyxy=(771,49,937,71)
side-story-title: ಸೇನಾ ನೇಮಕಾತಿ ರ್ಯಾಲಿ: ವಿಶೇಷ ಸಾರಿಗೆ ವ್ಯವಸ್ಥೆ xyxy=(769,846,939,878)
weather-max: ಗರಿಷ್ಠ : 40°, xyxy=(819,569,868,581)
weather-title: ಹವಾಮಾನ xyxy=(771,508,937,526)
page-header xyxy=(0,0,945,30)
ads-heading-1: ಜಾಹೀರಾತುಗಳಿಗಾಗಿ xyxy=(807,221,901,240)
story2-kicker: ರಾಜ್ಯದ ಕ್ರೀಡಾಪಟುಗಳಿಗೆ ಅಗತ್ಯ ಸವಲತ್ತು-ನೆರವು ನೀಡಲು ನಾನು ಸದಾ ಸಿದ್ಧ: ಸಿ.ಎಂ. ರಾಜ್ಯ ಬಜೆಟ್ ನಲ್ಲಿ ಕ್ರೀಡಾ ಕ್ಷೇತ್ರಕ್ಕೆ ನಿರಂತರ ಅನುದಾನ ನೀಡಿದೆ xyxy=(116,439,655,453)
story4-headline-1: ಪಥ ಬದಲಿಸಿದ ಚಂಡಮಾರುತ; ಬೆಂಗಳೂರು ಸೇರಿ ರಾಜ್ಯದ ಹಲವು xyxy=(422,1053,884,1078)
story2-lower-column-2: 25% ಹಾಜರಾತಿ-10 ಗ್ರೇಸ್ ಮಾರ್ಕ್ ಬಗ್ಗೆ ಪರಿಶೀಲನೆ: ಸಿಎಂ ಭರವಸೆ. ವಿದ್ಯಾರ್ಥಿ ಪ್ರಾಸ್ತಾವಿಕವಾಗಿ ಮಾತನಾಡಿದ ಒಲಂಪಿಕ್ ಸಂಸ್ಥೆ ಅಧ್ಯಕ್ಷರಾದ ಗೋವಿಂದರಾಜು ಅವರು ಶಾಲಾ ಶಿಕ್ಷಣದಲ್ಲಿ ಪರೀಕ್ಷೆಯಲ್ಲಿ ಮೀಸಲಾತಿ ಕ್ರೀಡಾಪಟುಗಳಿಗೆ ಸಿಗುವ ಸೌಲಭ್ಯಗಳ ಬಗ್ಗೆ ಮನವರಿಕೆ ಮಾಡಿದರು. ಕ್ರೀಡಾಪಟುಗಳಿಗೆ ಶೇ25 ರಷ್ಟು ಹಾಜರಾತಿ ಮತ್ತು 10 ಗ್ರೇಸ್ ಮಾರ್ಕ್ ನೀಡುವ ಬಗ್ಗೆ ಮುಖ್ಯಮಂತ್ರಿಗಳಿಗೆ ಮನವಿ ಮಾಡಿದರು. ಈ ಬಗ್ಗೆ ಪ್ರಸ್ತಾಪಿಸಿದ ಸಿಎಂ, ಈ ಬೇಡಿಕೆಯು ನ್ಯಾಯೋಚಿತವಾಗಿದೆ. ಈ ಬಗ್ಗೆ ಗಂಭೀರವಾಗಿ ಪರಿಶೀಲಿಸಿ ನಿರ್ಧಾರ ತೆಗೆದುಕೊಳ್ಳುವುದಾಗಿ ಭರವಸೆ ನೀಡಿದರು. xyxy=(540,858,762,959)
weather-max: ಗರಿಷ್ಠ : 40°, xyxy=(819,527,868,539)
